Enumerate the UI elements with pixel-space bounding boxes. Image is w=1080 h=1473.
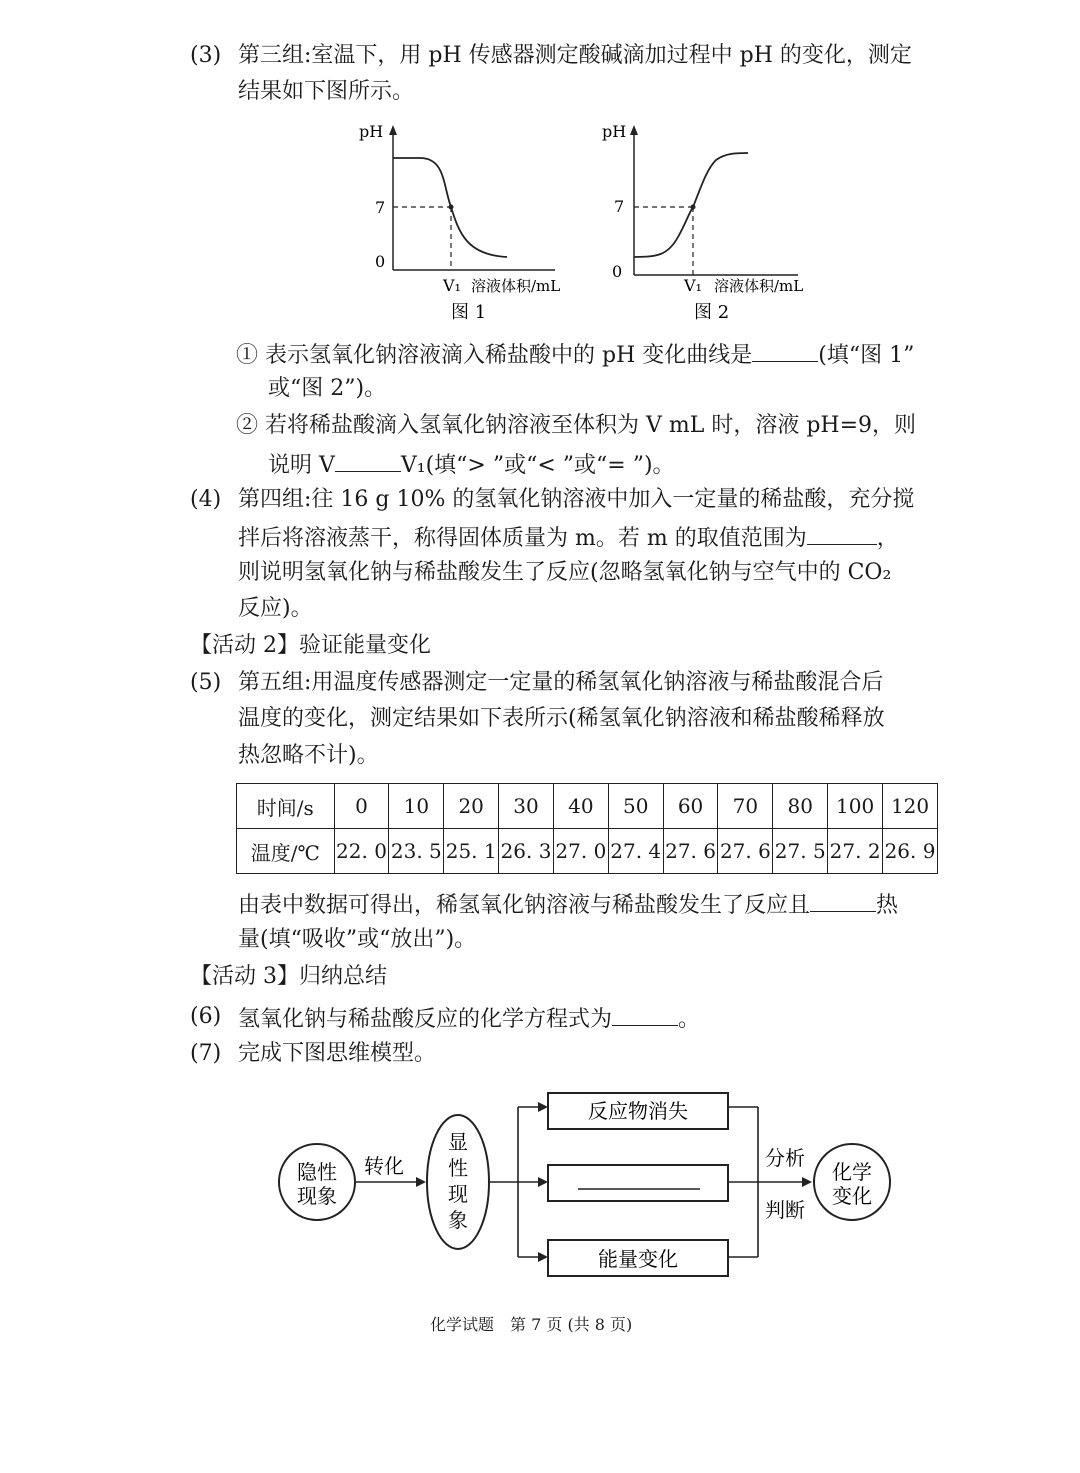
q3-number: (3) — [190, 43, 222, 68]
table-cell: 100 — [828, 784, 883, 829]
table-cell: 120 — [883, 784, 938, 829]
table-cell: 50 — [608, 784, 663, 829]
q7-number: (7) — [190, 1041, 222, 1066]
table-cell: 80 — [773, 784, 828, 829]
q3-sub1-line-1 — [236, 337, 914, 372]
table-cell: 27. 5 — [773, 829, 828, 874]
q5-line-1: 第五组:用温度传感器测定一定量的稀氢氧化钠溶液与稀盐酸混合后 — [238, 670, 884, 695]
q3-sub2-text-b: V₁(填“> ”或“< ”或“= ”)。 — [400, 453, 675, 478]
fig2-tick-7: 7 — [614, 197, 625, 216]
table-cell: 20 — [444, 784, 499, 829]
fig2-v1: V₁ — [684, 276, 702, 295]
q3-line-1: 第三组:室温下，用 pH 传感器测定酸碱滴加过程中 pH 的变化，测定 — [238, 43, 912, 68]
table-cell: 30 — [499, 784, 554, 829]
table-cell: 26. 3 — [499, 829, 554, 874]
box-top-label: 反应物消失 — [588, 1099, 688, 1123]
activity-2-heading: 【活动 2】验证能量变化 — [190, 633, 431, 658]
q6-number: (6) — [190, 1004, 222, 1029]
table-cell: 22. 0 — [334, 829, 389, 874]
fig1-origin: 0 — [375, 252, 386, 271]
q7-line: 完成下图思维模型。 — [238, 1041, 437, 1066]
transform-arrowhead — [416, 1177, 426, 1187]
fig2-point — [691, 205, 696, 210]
fig2-y-label: pH — [602, 122, 627, 141]
chem-label-1: 化学 — [832, 1160, 872, 1184]
table-cell: 27. 6 — [663, 829, 718, 874]
table-cell: 27. 6 — [718, 829, 773, 874]
implicit-label-2: 现象 — [297, 1184, 337, 1208]
q5-after-line-2: 量(填“吸收”或“放出”)。 — [238, 927, 477, 952]
q5-after-text-a: 由表中数据可得出，稀氢氧化钠溶液与稀盐酸发生了反应且 — [238, 893, 811, 918]
table-cell: 60 — [663, 784, 718, 829]
transform-label: 转化 — [364, 1154, 404, 1178]
fig2-x-label: 溶液体积/mL — [714, 277, 804, 295]
table-cell: 70 — [718, 784, 773, 829]
fig1-x-label: 溶液体积/mL — [471, 277, 561, 295]
thinking-model-diagram — [270, 1085, 900, 1290]
q3-sub1-mark: ① — [236, 343, 259, 368]
temperature-table — [236, 783, 938, 874]
table-cell: 40 — [553, 784, 608, 829]
q3-sub2-line-2 — [268, 447, 675, 482]
fig1-caption: 图 1 — [451, 302, 487, 323]
explicit-label-1: 显 — [448, 1130, 468, 1154]
page-footer: 化学试题 第 7 页 (共 8 页) — [430, 1315, 633, 1334]
q6-text-b: 。 — [678, 1007, 701, 1032]
q4-line-1: 第四组:往 16 g 10% 的氢氧化钠溶液中加入一定量的稀盐酸，充分搅 — [238, 487, 915, 512]
q3-sub2-blank[interactable] — [335, 447, 401, 472]
figure-1-ph-curve — [355, 115, 595, 330]
q5-after-text-b: 热 — [876, 893, 899, 918]
table-header-temperature: 温度/℃ — [237, 829, 335, 874]
analyze-label-2: 判断 — [765, 1198, 805, 1222]
q4-number: (4) — [190, 487, 222, 512]
table-row-temperature — [237, 829, 938, 874]
q5-after-line-1 — [238, 887, 898, 922]
q3-line-2: 结果如下图所示。 — [238, 79, 415, 104]
analyze-arrowhead — [802, 1177, 812, 1187]
table-cell: 25. 1 — [444, 829, 499, 874]
table-cell: 0 — [334, 784, 389, 829]
table-header-time: 时间/s — [237, 784, 335, 829]
q5-number: (5) — [190, 670, 222, 695]
activity-3-heading: 【活动 3】归纳总结 — [190, 964, 387, 989]
analyze-label-1: 分析 — [765, 1146, 805, 1170]
q3-sub2-line-1 — [236, 410, 916, 442]
explicit-label-2: 性 — [448, 1156, 468, 1180]
q4-line-4: 反应)。 — [238, 596, 313, 621]
q5-blank[interactable] — [810, 887, 876, 912]
q3-sub1-text-b: (填“图 1” — [818, 343, 915, 368]
fig1-y-label: pH — [359, 122, 384, 141]
table-cell: 27. 2 — [828, 829, 883, 874]
q5-line-3: 热忽略不计)。 — [238, 743, 379, 768]
table-cell: 10 — [389, 784, 444, 829]
fig2-curve — [634, 153, 748, 257]
q4-line-2-comma: ， — [876, 526, 899, 551]
explicit-label-3: 现 — [448, 1182, 468, 1206]
q6-line — [238, 1001, 700, 1036]
implicit-label-1: 隐性 — [297, 1160, 337, 1184]
fig1-v1: V₁ — [443, 276, 461, 295]
fig1-tick-7: 7 — [375, 198, 386, 217]
figure-2-ph-curve — [598, 115, 838, 330]
q4-line-2 — [238, 520, 899, 555]
q4-line-2-text: 拌后将溶液蒸干，称得固体质量为 m。若 m 的取值范围为 — [238, 526, 807, 551]
box-blank — [548, 1165, 728, 1201]
q4-blank[interactable] — [807, 520, 877, 545]
q6-text-a: 氢氧化钠与稀盐酸反应的化学方程式为 — [238, 1007, 613, 1032]
q3-sub2-text-a: 说明 V — [268, 453, 335, 478]
fig1-point — [449, 205, 454, 210]
branch-bottom-arrowhead — [538, 1252, 548, 1262]
table-row-time — [237, 784, 938, 829]
fig2-origin: 0 — [612, 262, 623, 281]
table-cell: 26. 9 — [883, 829, 938, 874]
explicit-label-4: 象 — [448, 1208, 468, 1232]
q6-blank[interactable] — [612, 1001, 678, 1026]
q3-sub1-line-2: 或“图 2”)。 — [268, 376, 387, 401]
q3-sub1-blank[interactable] — [752, 337, 818, 362]
branch-top-arrowhead — [538, 1102, 548, 1112]
box-bottom-label: 能量变化 — [598, 1247, 678, 1271]
q3-sub1-text-a: 表示氢氧化钠溶液滴入稀盐酸中的 pH 变化曲线是 — [265, 343, 753, 368]
fig2-y-arrow — [630, 125, 638, 135]
q3-sub2-text: 若将稀盐酸滴入氢氧化钠溶液至体积为 V mL 时，溶液 pH=9，则 — [265, 413, 917, 438]
branch-middle-arrowhead — [538, 1177, 548, 1187]
chem-label-2: 变化 — [832, 1184, 872, 1208]
q3-sub2-mark: ② — [236, 413, 259, 438]
q4-line-3: 则说明氢氧化钠与稀盐酸发生了反应(忽略氢氧化钠与空气中的 CO₂ — [238, 560, 892, 585]
table-cell: 23. 5 — [389, 829, 444, 874]
table-cell: 27. 4 — [608, 829, 663, 874]
fig2-caption: 图 2 — [694, 302, 730, 323]
q5-line-2: 温度的变化，测定结果如下表所示(稀氢氧化钠溶液和稀盐酸稀释放 — [238, 706, 885, 731]
fig1-y-arrow — [389, 125, 397, 135]
table-cell: 27. 0 — [553, 829, 608, 874]
